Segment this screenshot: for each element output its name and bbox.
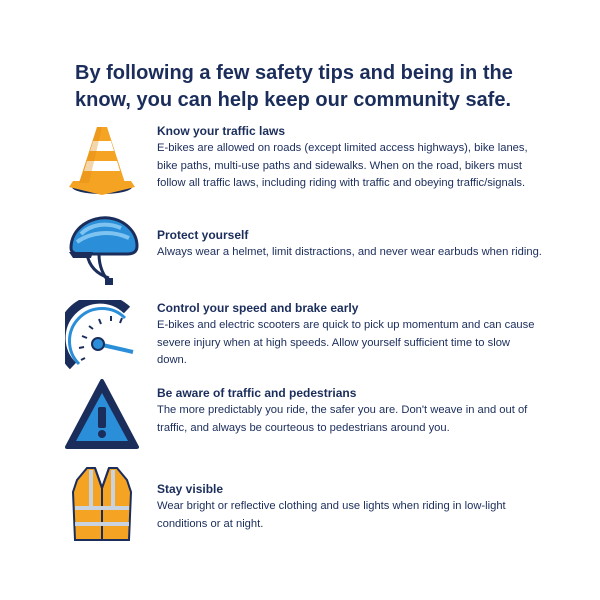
tip-body: Always wear a helmet, limit distractions, and never wear earbuds when riding.: [157, 246, 542, 258]
tip-body: E-bikes and electric scooters are quick to pick up momentum and can cause severe injury when at high speeds. Allow yourself sufficient time to slow down.: [157, 319, 535, 366]
warning-sign-icon: [65, 377, 140, 457]
tip-body: E-bikes are allowed on roads (except limited access highways), bike lanes, bike paths, multi-use paths and sidewalks. When on the road, bikers must follow all traffic laws, including riding with traffic and obeying traffic/signals.: [157, 142, 528, 189]
bike-helmet-icon: [65, 212, 140, 292]
tip-body: The more predictably you ride, the safer you are. Don't weave in and out of traffic, and always be courteous to pedestrians around you.: [157, 404, 528, 434]
tip-title: Protect yourself: [157, 228, 249, 242]
safety-vest-icon: [65, 466, 140, 546]
tip-title: Stay visible: [157, 482, 224, 496]
speedometer-icon: [65, 300, 140, 380]
tip-body: Wear bright or reflective clothing and use lights when riding in low-light conditions or at night.: [157, 500, 506, 530]
tip-title: Control your speed and brake early: [157, 301, 359, 315]
traffic-cone-icon: [65, 123, 140, 203]
tip-title: Be aware of traffic and pedestrians: [157, 386, 357, 400]
tip-title: Know your traffic laws: [157, 124, 286, 138]
page-headline: By following a few safety tips and being in the know, you can help keep our community safe.: [75, 62, 513, 111]
